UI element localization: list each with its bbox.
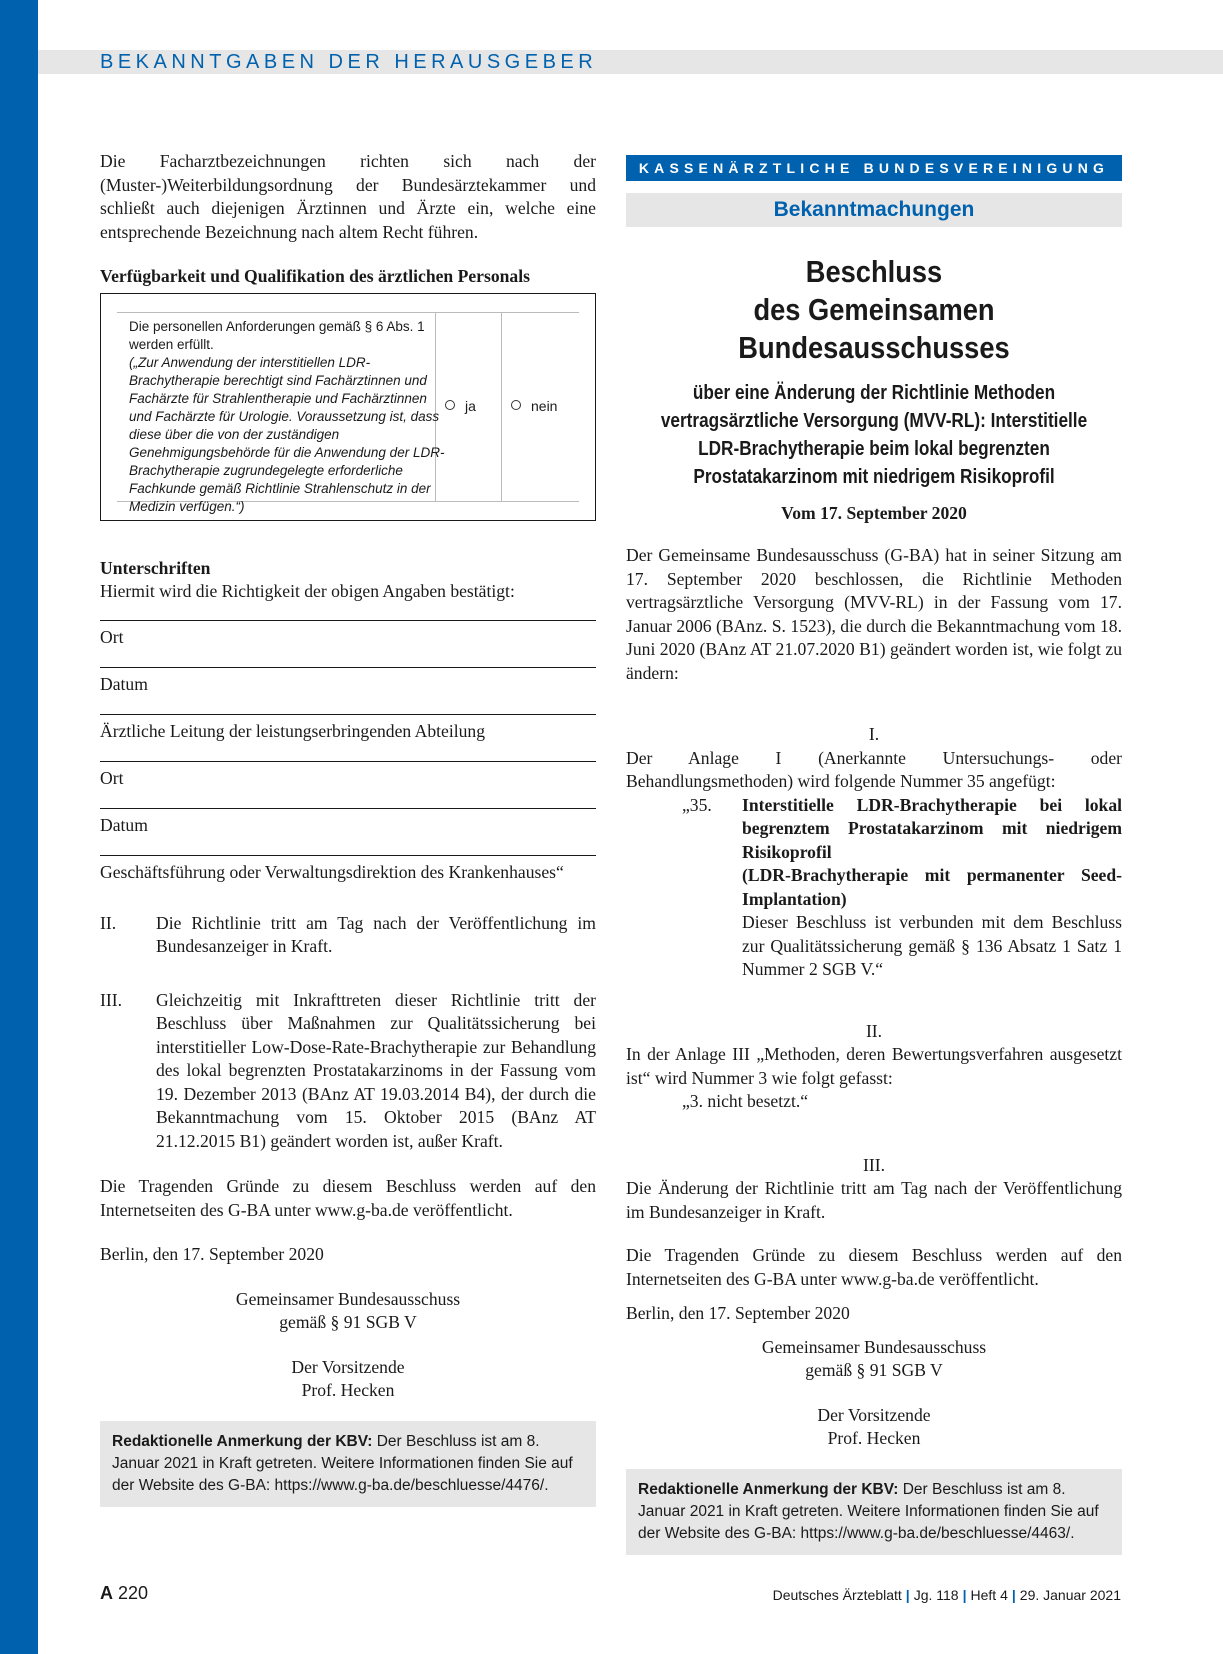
chair-name: Prof. Hecken <box>827 1428 921 1448</box>
left-column <box>100 150 596 1507</box>
signature-line: Datum <box>100 667 596 714</box>
note-text: Der Beschluss ist am 8. Januar 2021 in Kraft getreten. Weitere Informationen finden Sie auf der Website des G-BA: https://www.g-ba.de/beschluesse/4476/. <box>112 1432 573 1494</box>
kbv-banner: KASSENÄRZTLICHE BUNDESVEREINIGUNG <box>626 155 1122 181</box>
section-text: In der Anlage III „Methoden, deren Bewertungsverfahren ausgesetzt ist“ wird Nummer 3 wie folgt gefasst: <box>626 1044 1122 1088</box>
item-ii <box>100 912 596 959</box>
left-accent-bar <box>0 0 38 1654</box>
title-line: des Gemeinsamen Bundesausschusses <box>738 292 1010 365</box>
note-text: Der Beschluss ist am 8. Januar 2021 in Kraft getreten. Weitere Informationen finden Sie auf der Website des G-BA: https://www.g-ba.de/beschluesse/4463/. <box>638 1480 1099 1542</box>
signatures-heading: Unterschriften <box>100 557 211 578</box>
option-no-label: nein <box>531 397 558 414</box>
journal-name: Deutsches Ärzteblatt <box>772 1587 902 1603</box>
signature-line: Ärztliche Leitung der leistungserbringenden Abteilung <box>100 714 596 761</box>
form-divider <box>501 312 502 502</box>
section-text: Der Anlage I (Anerkannte Untersuchungs- oder Behandlungsmethoden) wird folgende Nummer 35 angefügt: <box>626 747 1122 791</box>
resolution-date: Vom 17. September 2020 <box>781 503 967 523</box>
signatory-org <box>626 1336 1122 1383</box>
journal-footer <box>773 1587 1121 1603</box>
org-basis: gemäß § 91 SGB V <box>279 1312 417 1332</box>
tragende-gruende: Die Tragenden Gründe zu diesem Beschluss werden auf den Internetseiten des G-BA unter www.g-ba.de veröffentlicht. <box>626 1245 1122 1289</box>
item-text: Dieser Beschluss ist verbunden mit dem Beschluss zur Qualitätssicherung gemäß § 136 Absatz 1 Satz 1 Nummer 2 SGB V.“ <box>742 912 1122 979</box>
org-name: Gemeinsamer Bundesausschuss <box>761 1336 987 1357</box>
separator: | <box>1011 1587 1016 1603</box>
journal-volume: Jg. 118 <box>913 1587 959 1603</box>
chair-title: Der Vorsitzende <box>291 1356 405 1377</box>
section-number: I. <box>868 724 880 744</box>
form-requirement-line: Die personellen Anforderungen gemäß § 6 Abs. 1 werden erfüllt. <box>129 318 425 352</box>
item-35 <box>682 794 1122 982</box>
item-subtitle: (LDR-Brachytherapie mit permanenter Seed-Implantation) <box>742 865 1122 909</box>
place-date: Berlin, den 17. September 2020 <box>626 1303 850 1323</box>
intro-paragraph: Die Facharztbezeichnungen richten sich nach der (Muster-)Weiterbildungsordnung der Bundesärztekammer und schließt auch diejenigen Ärztinnen und Ärzte ein, welche eine entsprechende Bezeichnung nach altem Recht führen. <box>100 151 596 242</box>
radio-circle-icon[interactable] <box>445 400 455 410</box>
section-quote: „3. nicht besetzt.“ <box>682 1091 809 1111</box>
org-name: Gemeinsamer Bundesausschuss <box>235 1288 461 1309</box>
page-number <box>100 1583 148 1604</box>
resolution-subtitle: über eine Änderung der Richtlinie Methoden vertragsärztliche Versorgung (MVV-RL): Interstitielle LDR-Brachytherapie beim lokal begrenzten Prostatakarzinom mit niedrigem Risikoprofil <box>660 382 1088 488</box>
page-prefix: A <box>100 1583 113 1603</box>
note-label: Redaktionelle Anmerkung der KBV: <box>112 1432 373 1450</box>
journal-issue: Heft 4 <box>970 1587 1008 1603</box>
section-number: III. <box>863 1154 885 1175</box>
signature-line: Ort <box>100 761 596 808</box>
page-num: 220 <box>118 1583 149 1603</box>
resolution-title <box>656 253 1092 367</box>
item-body <box>742 794 1122 982</box>
bekanntmachungen-banner: Bekanntmachungen <box>626 193 1122 227</box>
option-no[interactable] <box>511 398 557 414</box>
chair-name: Prof. Hecken <box>301 1380 395 1400</box>
item-text: Gleichzeitig mit Inkrafttreten dieser Richtlinie tritt der Beschluss über Maßnahmen zur Qualitätssicherung bei interstitieller Low-Dose-Rate-Brachytherapie zur Behandlung des lokal begrenzten Prostatakarzinoms in der Fassung vom 19. Dezember 2013 (BAnz AT 19.03.2014 B4), der durch die Bekanntmachung vom 15. Oktober 2015 (BAnz AT 21.12.2015 B1) geändert worden ist, außer Kraft. <box>156 989 596 1151</box>
note-label: Redaktionelle Anmerkung der KBV: <box>638 1480 899 1498</box>
section-number: II. <box>865 1020 883 1041</box>
qualification-form-box <box>100 293 596 521</box>
signature-line: Datum <box>100 808 596 855</box>
item-text: Die Richtlinie tritt am Tag nach der Veröffentlichung im Bundesanzeiger in Kraft. <box>156 912 596 956</box>
section-header-band <box>38 50 1223 74</box>
item-number: III. <box>100 989 122 1010</box>
signature-line: Ort <box>100 620 596 667</box>
signatory-chair <box>626 1404 1122 1451</box>
form-requirement-text <box>129 318 449 516</box>
kbv-editorial-note <box>100 1421 596 1507</box>
right-column <box>626 155 1122 1555</box>
org-basis: gemäß § 91 SGB V <box>805 1360 943 1380</box>
place-date: Berlin, den 17. September 2020 <box>100 1244 324 1264</box>
item-title: Interstitielle LDR-Brachytherapie bei lokal begrenztem Prostatakarzinom mit niedrigem Risikoprofil <box>742 794 1122 862</box>
separator: | <box>905 1587 910 1603</box>
kbv-editorial-note <box>626 1469 1122 1555</box>
signature-line: Geschäftsführung oder Verwaltungsdirektion des Krankenhauses“ <box>100 855 596 902</box>
personnel-heading: Verfügbarkeit und Qualifikation des ärztlichen Personals <box>100 266 530 286</box>
section-text: Die Änderung der Richtlinie tritt am Tag nach der Veröffentlichung im Bundesanzeiger in Kraft. <box>626 1178 1122 1222</box>
item-number: II. <box>100 912 117 933</box>
chair-title: Der Vorsitzende <box>817 1404 931 1425</box>
option-yes-label: ja <box>465 397 476 414</box>
separator: | <box>962 1587 967 1603</box>
title-line: Beschluss <box>805 254 943 289</box>
form-requirement-note: („Zur Anwendung der interstitiellen LDR-Brachytherapie berechtigt sind Fachärztinnen und Fachärzte für Strahlentherapie und Fachärztinnen und Fachärzte für Urologie. Voraussetzung ist, dass diese über die von der zuständigen Genehmigungsbehörde für die Anwendung der LDR-Brachytherapie zugrundegelegte erforderliche Fachkunde gemäß Richtlinie Strahlenschutz in der Medizin verfügen.“) <box>129 354 445 514</box>
radio-circle-icon[interactable] <box>511 400 521 410</box>
option-yes[interactable] <box>445 398 476 414</box>
signatory-chair <box>100 1356 596 1403</box>
item-iii <box>100 989 596 1154</box>
form-top-rule <box>117 312 579 313</box>
item-number: „35. <box>682 794 712 815</box>
journal-date: 29. Januar 2021 <box>1019 1587 1121 1603</box>
intro-paragraph: Der Gemeinsame Bundesausschuss (G-BA) hat in seiner Sitzung am 17. September 2020 beschlossen, die Richtlinie Methoden vertragsärztliche Versorgung (MVV-RL) in der Fassung vom 17. Januar 2006 (BAnz. S. 1523), die durch die Bekanntmachung vom 18. Juni 2020 (BAnz AT 21.07.2020 B1) geändert worden ist, wie folgt zu ändern: <box>626 545 1122 683</box>
section-header-title: BEKANNTGABEN DER HERAUSGEBER <box>100 51 598 73</box>
signatures-confirm: Hiermit wird die Richtigkeit der obigen Angaben bestätigt: <box>100 581 515 601</box>
signatory-org <box>100 1288 596 1335</box>
tragende-gruende: Die Tragenden Gründe zu diesem Beschluss werden auf den Internetseiten des G-BA unter www.g-ba.de veröffentlicht. <box>100 1176 596 1220</box>
